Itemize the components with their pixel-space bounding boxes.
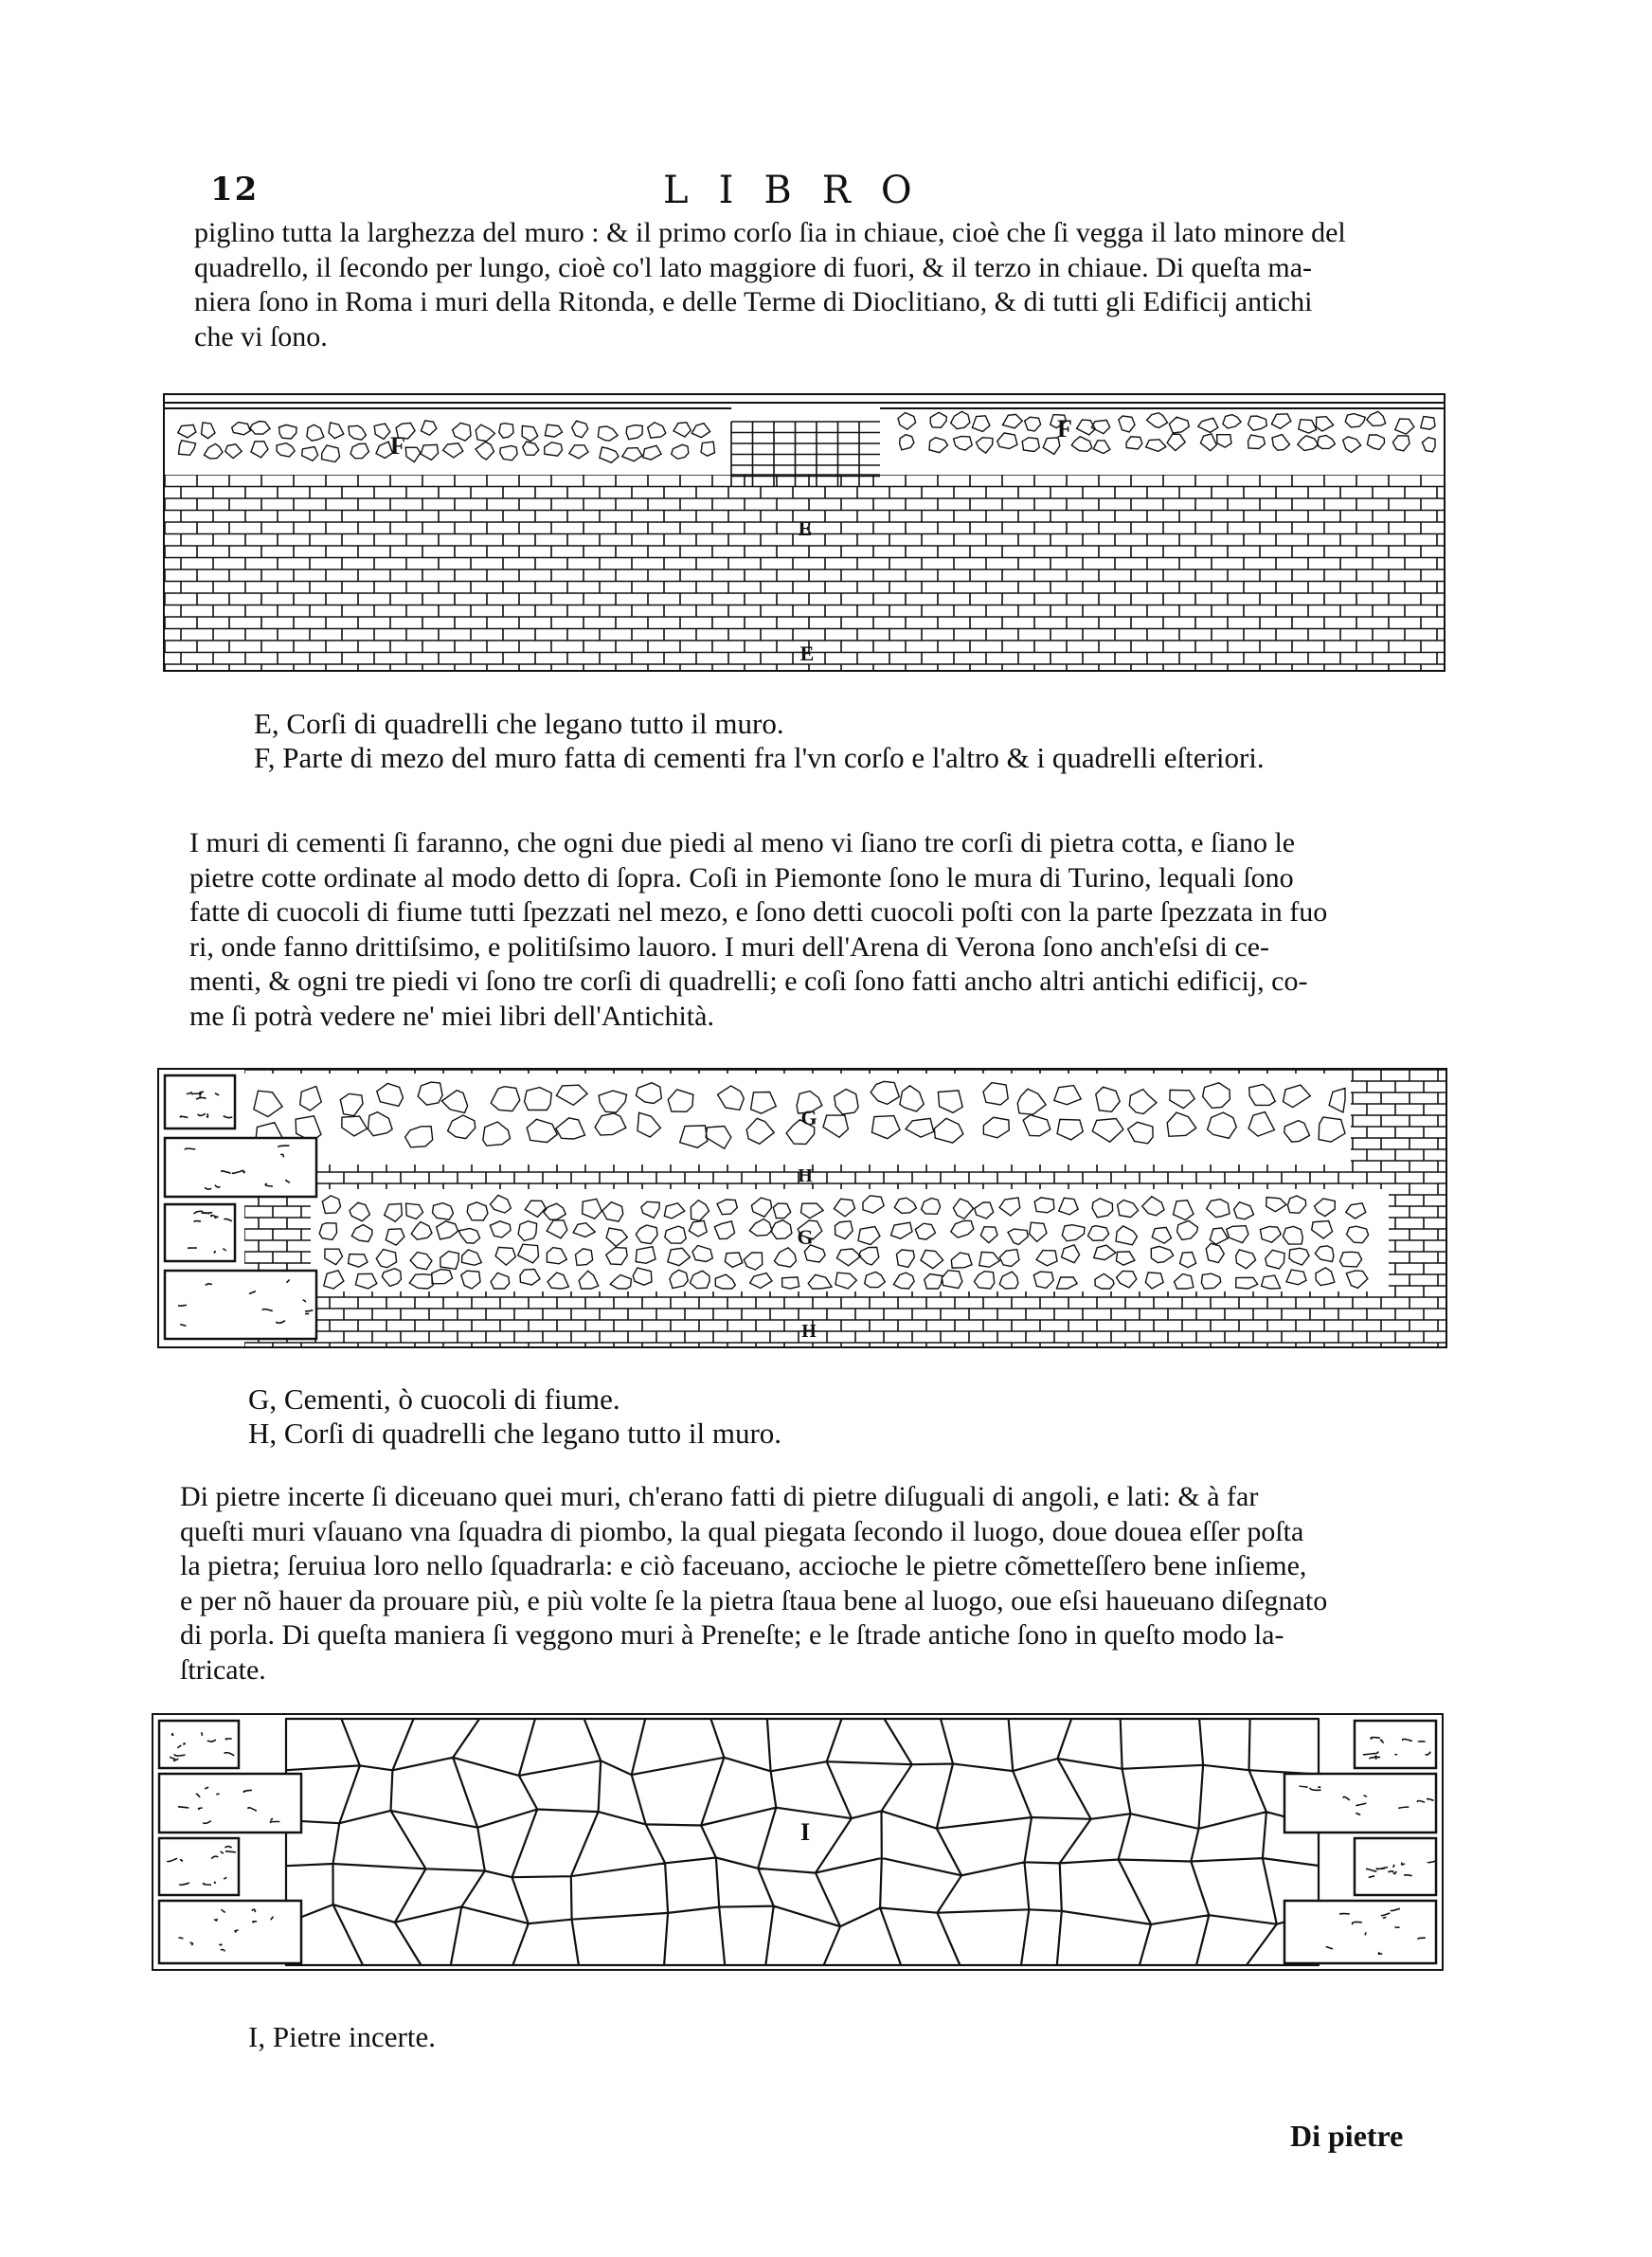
figure-label: F bbox=[1057, 415, 1072, 442]
figure-1-drawing bbox=[165, 395, 1444, 670]
figure-opus-incertum bbox=[152, 1713, 1444, 1971]
running-head: LIBRO bbox=[663, 169, 943, 212]
figure-2-drawing bbox=[159, 1070, 1446, 1346]
text-line: quadrello, il ſecondo per lungo, cioè co'l lato maggiore di fuori, & il terzo in chiaue. Di queſta ma- bbox=[194, 251, 1313, 283]
text-line: ſtricate. bbox=[180, 1653, 266, 1686]
figure-label: G bbox=[800, 1106, 817, 1129]
stone-block bbox=[1355, 1721, 1436, 1768]
paragraph-1 bbox=[194, 216, 1445, 354]
figure-brick-wall bbox=[163, 393, 1446, 672]
figure-3-drawing bbox=[153, 1715, 1442, 1969]
caption-h: H, Corſi di quadrelli che legano tutto il muro. bbox=[248, 1417, 782, 1450]
figure-cement-wall bbox=[157, 1068, 1447, 1348]
stone-block bbox=[165, 1075, 235, 1128]
stone-block bbox=[159, 1901, 301, 1963]
brick-tie-grid bbox=[731, 422, 880, 486]
text-line: I muri di cementi ſi faranno, che ogni due piedi al meno vi ſiano tre corſi di pietra cotta, e ſiano le bbox=[189, 827, 1296, 858]
core-mask bbox=[880, 395, 1444, 475]
stone-block bbox=[165, 1138, 316, 1197]
stone-block bbox=[1355, 1838, 1436, 1895]
caption-i: I, Pietre incerte. bbox=[248, 2020, 436, 2053]
figure-label: G bbox=[797, 1225, 814, 1249]
catchword: Di pietre bbox=[1290, 2119, 1404, 2153]
caption-e: E, Corſi di quadrelli che legano tutto il muro. bbox=[254, 707, 784, 740]
text-line: e per nõ hauer da prouare più, e più volte ſe la pietra ſtaua bene al luogo, oue eſsi haueuano diſegnato bbox=[180, 1584, 1328, 1616]
stone-block bbox=[165, 1204, 235, 1261]
core-mask bbox=[165, 395, 731, 475]
stone-block bbox=[159, 1774, 301, 1833]
text-line: niera ſono in Roma i muri della Ritonda, e delle Terme di Dioclitiano, & di tutti gli Edificij antichi bbox=[194, 286, 1313, 317]
text-line: queſti muri vſauano vna ſquadra di piombo, la qual piegata ſecondo il luogo, doue douea eſſer poſta bbox=[180, 1515, 1304, 1547]
text-line: fatte di cuocoli di fiume tutti ſpezzati nel mezo, e ſono detti cuocoli poſti con la parte ſpezzata in fuo bbox=[189, 896, 1328, 928]
stone-block bbox=[159, 1721, 239, 1768]
figure-label: E bbox=[799, 641, 815, 665]
core-mask bbox=[244, 1074, 1351, 1165]
figure-label: E bbox=[798, 516, 813, 540]
figure-label: F bbox=[390, 432, 405, 460]
text-line: la pietra; ſeruiua loro nello ſquadrarla: e ciò faceuano, accioche le pietre cõmetteſſero bene inſieme, bbox=[180, 1550, 1307, 1581]
text-line: me ſi potrà vedere ne' miei libri dell'Antichità. bbox=[189, 1000, 714, 1032]
stone-block bbox=[165, 1271, 316, 1339]
stone-block bbox=[1284, 1774, 1436, 1833]
text-line: piglino tutta la larghezza del muro : & il primo corſo ſia in chiaue, cioè che ſi vegga il lato minore del bbox=[194, 217, 1346, 248]
text-line: Di pietre incerte ſi diceuano quei muri, ch'erano fatti di pietre diſuguali di angoli, e lati: & à far bbox=[180, 1481, 1259, 1512]
stone-block bbox=[1284, 1901, 1436, 1963]
page-number: 12 bbox=[210, 171, 260, 208]
paragraph-2 bbox=[189, 826, 1435, 1034]
text-line: pietre cotte ordinate al modo detto di ſopra. Coſi in Piemonte ſono le mura di Turino, lequali ſono bbox=[189, 861, 1294, 894]
figure-label: I bbox=[799, 1818, 811, 1846]
caption-g: G, Cementi, ò cuocoli di fiume. bbox=[248, 1382, 620, 1416]
text-line: che vi ſono. bbox=[194, 320, 328, 352]
text-line: ri, onde fanno drittiſsimo, e politiſsimo lauoro. I muri dell'Arena di Verona ſono anch'eſsi di ce- bbox=[189, 930, 1269, 963]
figure-label: H bbox=[801, 1321, 817, 1342]
text-line: di porla. Di queſta maniera ſi veggono muri à Preneſte; e le ſtrade antiche ſono in queſto modo la- bbox=[180, 1619, 1284, 1651]
text-line: menti, & ogni tre piedi vi ſono tre corſi di quadrelli; e coſi ſono fatti ancho altri antichi edificij, co- bbox=[189, 966, 1308, 997]
paragraph-3 bbox=[180, 1480, 1435, 1688]
figure-label: H bbox=[798, 1165, 813, 1186]
caption-f: F, Parte di mezo del muro fatta di cementi fra l'vn corſo e l'altro & i quadrelli eſteriori. bbox=[254, 741, 1265, 774]
